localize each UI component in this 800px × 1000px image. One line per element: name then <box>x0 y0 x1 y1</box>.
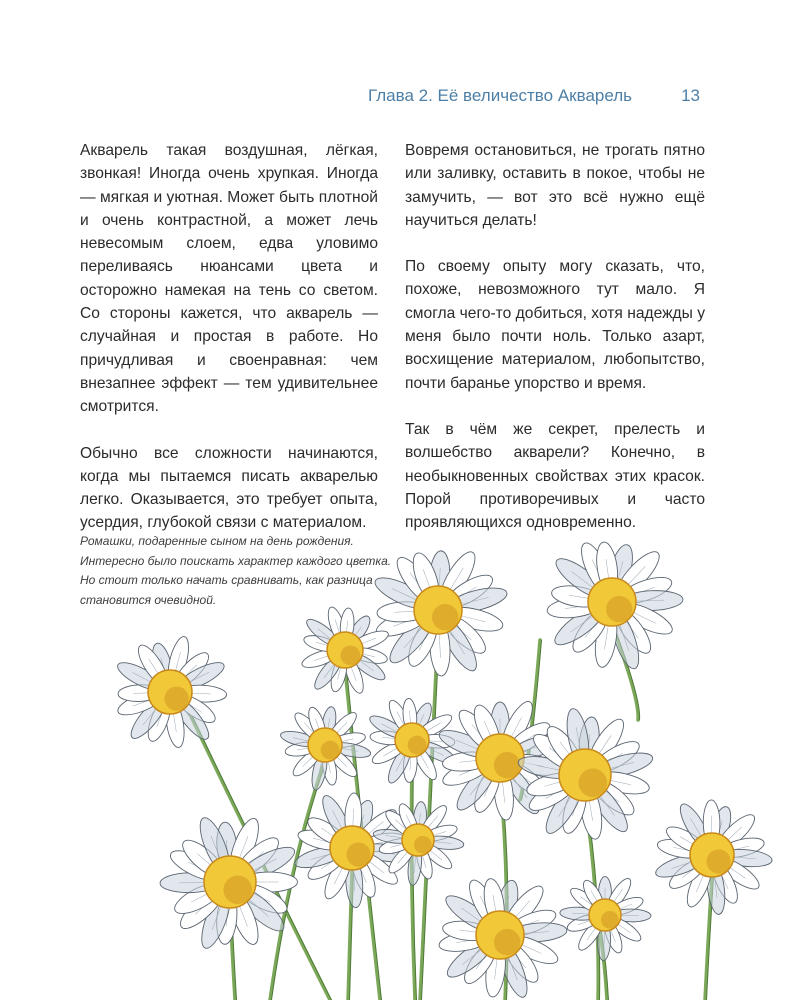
running-header <box>360 86 700 110</box>
paragraph: Обычно все сложности начинаются, когда мы пытаемся писать акварелью легко. Оказывается, это требует опыта, усердия, глубокой связи с материалом. <box>80 444 378 532</box>
page-number: 13 <box>681 86 700 105</box>
daisy-flower <box>114 635 227 749</box>
right-text-column <box>405 139 705 557</box>
left-text-column <box>80 139 378 558</box>
daisy-flower <box>546 539 683 672</box>
daisy-flower <box>438 876 568 1000</box>
illustration-caption: Ромашки, подаренные сыном на день рождения. Интересно было поискать характер каждого цветка. Но стоит только начать сравнивать, как разница становится очевидной. <box>80 534 392 607</box>
paragraph: Акварель такая воздушная, лёгкая, звонкая! Иногда очень хрупкая. Иногда — мягкая и уютная. Может быть плотной и очень контрастной, а может лечь невесомым слоем, едва уловимо переливаясь нюансами цвета и осторожно намекая на тень со светом. Со стороны кажется, что акварель — случайная и простая в работе. Но причудливая и своенравная: чем внезапнее эффект — тем удивительнее смотрится. <box>80 142 378 416</box>
paragraph: Вовремя остановиться, не трогать пятно или заливку, оставить в покое, чтобы не замучить, — вот это всё нужно ещё научиться делать! <box>405 142 705 229</box>
paragraph: По своему опыту могу сказать, что, похоже, невозможного тут мало. Я смогла чего-то добиться, хотя надежды у меня было почти ноль. Только азарт, восхищение материалом, любопытство, почти баранье упорство и время. <box>405 258 705 392</box>
daisy-flower <box>653 800 773 916</box>
daisy-flower <box>560 875 652 961</box>
paragraph: Так в чём же секрет, прелесть и волшебство акварели? Конечно, в необыкновенных свойствах этих красок. Порой противоречивых и часто проявляющихся одновременно. <box>405 420 705 532</box>
daisy-flower <box>160 814 299 951</box>
chapter-title: Глава 2. Её величество Акварель <box>368 86 633 105</box>
